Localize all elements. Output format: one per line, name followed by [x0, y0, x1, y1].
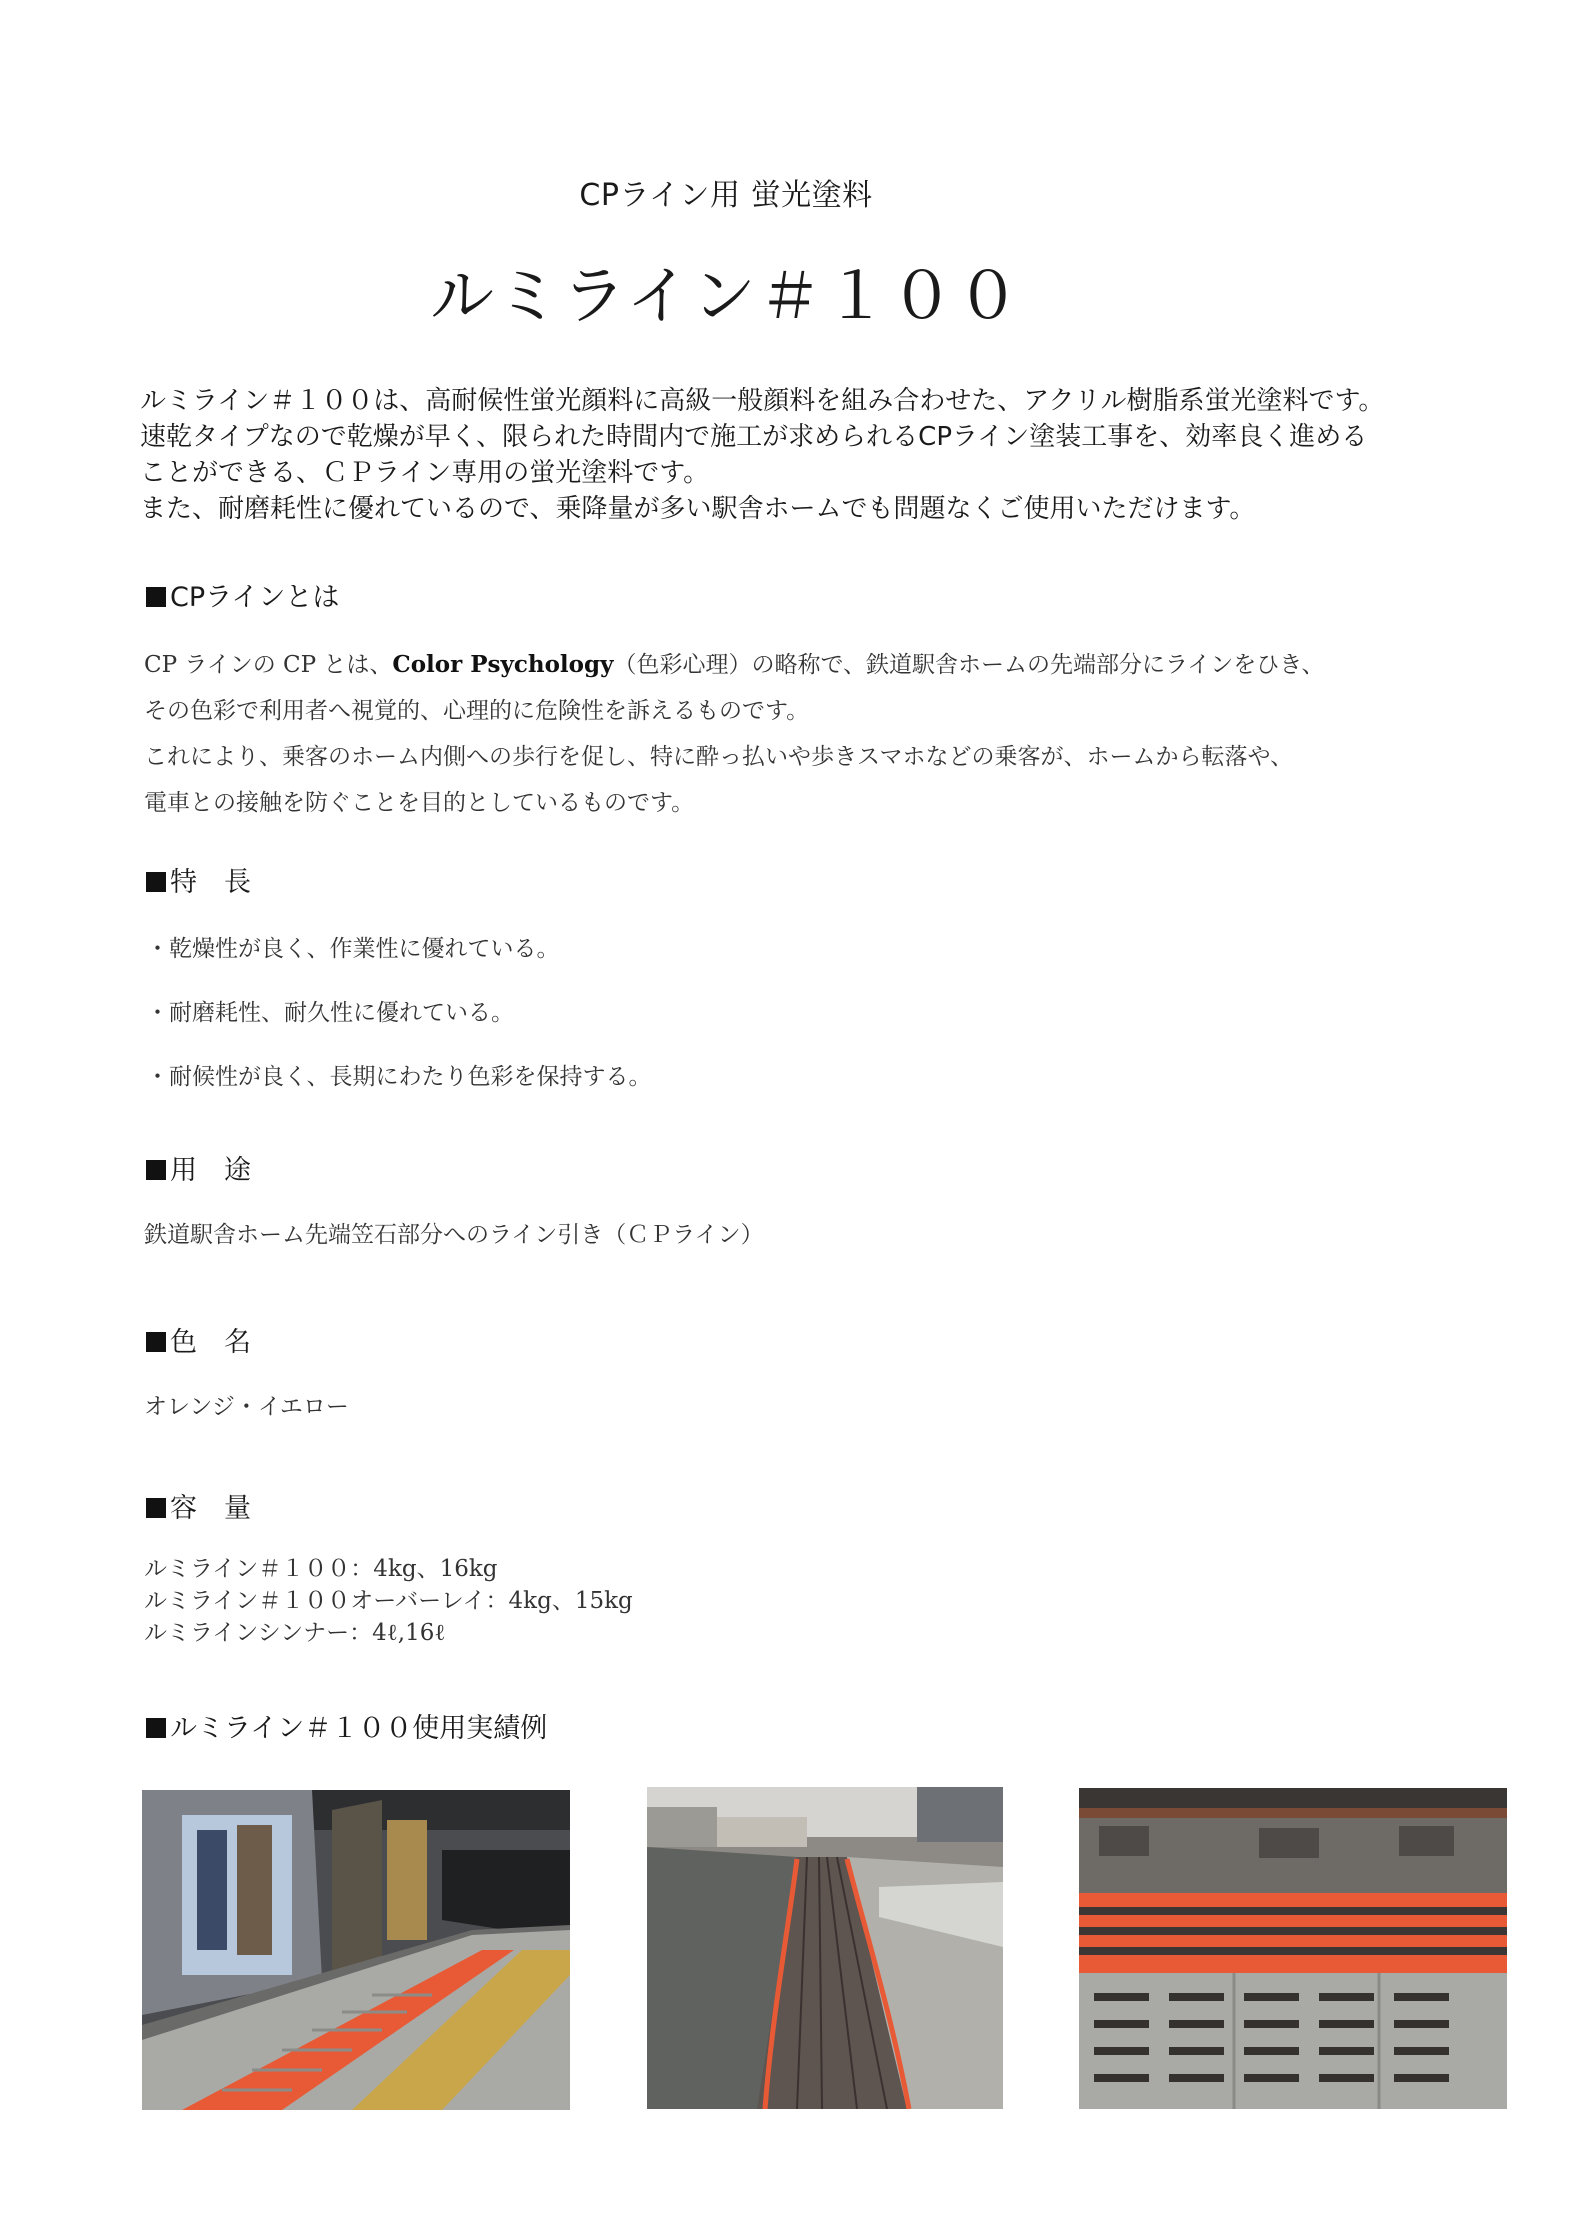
document-subtitle: CPライン用 蛍光塗料 [579, 178, 873, 213]
square-bullet-icon [146, 1718, 166, 1738]
capacity-list [144, 1553, 633, 1649]
cp-line-text-line: 電車との接触を防ぐことを目的としているものです。 [144, 790, 695, 816]
section-heading-label: 用 途 [170, 1155, 251, 1186]
intro-line: ことができる、ＣＰライン専用の蛍光塗料です。 [140, 458, 710, 488]
document-title: ルミライン＃１００ [429, 260, 1023, 334]
section-heading-features [146, 860, 251, 899]
feature-item: ・耐候性が良く、長期にわたり色彩を保持する。 [146, 1064, 652, 1090]
feature-item: ・耐磨耗性、耐久性に優れている。 [146, 1000, 514, 1026]
intro-line: 速乾タイプなので乾燥が早く、限られた時間内で施工が求められるCPライン塗装工事を、効率良く進める [140, 422, 1368, 452]
intro-line: ルミライン＃１００は、高耐候性蛍光顔料に高級一般顔料を組み合わせた、アクリル樹脂系蛍光塗料です。 [140, 386, 1385, 416]
color-name-text: オレンジ・イエロー [144, 1394, 349, 1420]
section-heading-label: 容 量 [170, 1493, 251, 1524]
capacity-item: ルミライン＃１００オーバーレイ：4kg、15kg [144, 1588, 633, 1614]
section-heading-label: ルミライン＃１００使用実績例 [170, 1713, 548, 1744]
cp-line-text-line: CP ラインの CP とは、Color Psychology（色彩心理）の略称で、鉄道駅舎ホームの先端部分にラインをひき、 [144, 651, 1325, 678]
square-bullet-icon [146, 1332, 166, 1352]
section-heading-usage [146, 1148, 251, 1187]
square-bullet-icon [146, 872, 166, 892]
section-heading-capacity [146, 1486, 251, 1525]
section-heading-label: CPラインとは [170, 582, 340, 613]
cp-line-description [144, 642, 1324, 826]
section-heading-color-name [146, 1320, 251, 1359]
cp-line-text-line: その色彩で利用者へ視覚的、心理的に危険性を訴えるものです。 [144, 698, 810, 724]
intro-line: また、耐磨耗性に優れているので、乗降量が多い駅舎ホームでも問題なくご使用いただけます。 [140, 494, 1256, 524]
example-photo-station-tracks [647, 1787, 1003, 2109]
section-heading-cp-line [146, 575, 339, 614]
section-heading-label: 色 名 [170, 1327, 251, 1358]
example-photo-underground-platform [142, 1790, 570, 2110]
square-bullet-icon [146, 1160, 166, 1180]
capacity-item: ルミラインシンナー：4ℓ,16ℓ [144, 1620, 446, 1646]
feature-item: ・乾燥性が良く、作業性に優れている。 [146, 936, 560, 962]
cp-line-text-line: これにより、乗客のホーム内側への歩行を促し、特に酔っ払いや歩きスマホなどの乗客が、ホームから転落や、 [144, 744, 1294, 770]
intro-paragraph [140, 383, 1480, 527]
features-list [146, 930, 652, 1122]
square-bullet-icon [146, 1498, 166, 1518]
example-photo-cp-line-closeup [1079, 1788, 1507, 2109]
usage-text: 鉄道駅舎ホーム先端笠石部分へのライン引き（ＣＰライン） [144, 1222, 764, 1248]
section-heading-label: 特 長 [170, 867, 251, 898]
color-psychology-term: Color Psychology [392, 651, 614, 678]
section-heading-examples [146, 1706, 547, 1745]
capacity-item: ルミライン＃１００：4kg、16kg [144, 1556, 498, 1582]
square-bullet-icon [146, 587, 166, 607]
